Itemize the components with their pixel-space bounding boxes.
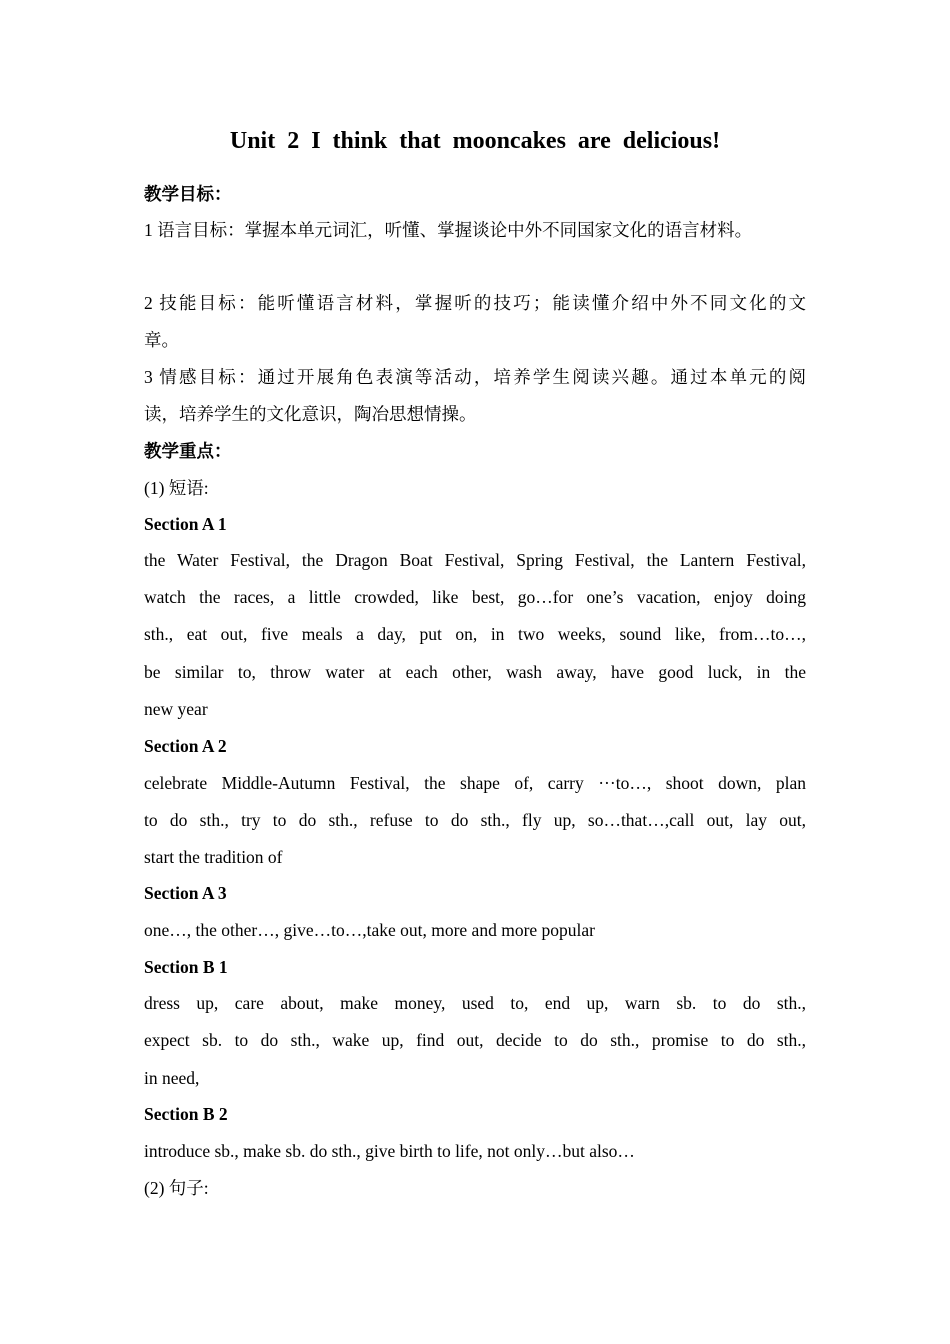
section-heading: Section A 1 — [144, 514, 227, 534]
objective-language: 1 语言目标：掌握本单元词汇，听懂、掌握谈论中外不同国家文化的语言材料。 — [144, 220, 753, 240]
section-line: one…, the other…, give…to…,take out, more and more popular — [144, 920, 595, 940]
section-line: the Water Festival, the Dragon Boat Festival, Spring Festival, the Lantern Festival, — [144, 550, 806, 570]
section-line: expect sb. to do sth., wake up, find out, decide to do sth., promise to do sth., — [144, 1030, 806, 1050]
objective-skill-line-1: 2 技能目标：能听懂语言材料，掌握听的技巧；能读懂介绍中外不同文化的文 — [144, 293, 806, 313]
section-heading: Section B 1 — [144, 957, 228, 977]
objective-emotion-line-2: 读，培养学生的文化意识，陶冶思想情操。 — [144, 404, 477, 424]
section-line: watch the races, a little crowded, like best, go…for one’s vacation, enjoy doing — [144, 587, 806, 607]
section-heading: Section A 2 — [144, 736, 227, 756]
objective-skill-line-2: 章。 — [144, 330, 179, 350]
section-line: in need, — [144, 1068, 200, 1088]
sentences-heading: (2) 句子: — [144, 1178, 209, 1198]
section-line: introduce sb., make sb. do sth., give birth to life, not only…but also… — [144, 1141, 635, 1161]
objective-emotion-line-1: 3 情感目标：通过开展角色表演等活动，培养学生阅读兴趣。通过本单元的阅 — [144, 367, 806, 387]
section-heading: Section A 3 — [144, 883, 227, 903]
section-line: start the tradition of — [144, 847, 283, 867]
section-line: celebrate Middle-Autumn Festival, the shape of, carry ···to…, shoot down, plan — [144, 773, 806, 793]
section-line: be similar to, throw water at each other, wash away, have good luck, in the — [144, 662, 806, 682]
objectives-heading: 教学目标： — [144, 184, 232, 204]
key-points-heading: 教学重点： — [144, 441, 232, 461]
phrases-heading: (1) 短语: — [144, 478, 209, 498]
section-heading: Section B 2 — [144, 1104, 228, 1124]
section-line: new year — [144, 699, 208, 719]
section-line: dress up, care about, make money, used to, end up, warn sb. to do sth., — [144, 993, 806, 1013]
document-title: Unit 2 I think that mooncakes are delicious! — [229, 128, 721, 154]
section-line: to do sth., try to do sth., refuse to do sth., fly up, so…that…,call out, lay out, — [144, 810, 806, 830]
section-line: sth., eat out, five meals a day, put on, in two weeks, sound like, from…to…, — [144, 624, 806, 644]
